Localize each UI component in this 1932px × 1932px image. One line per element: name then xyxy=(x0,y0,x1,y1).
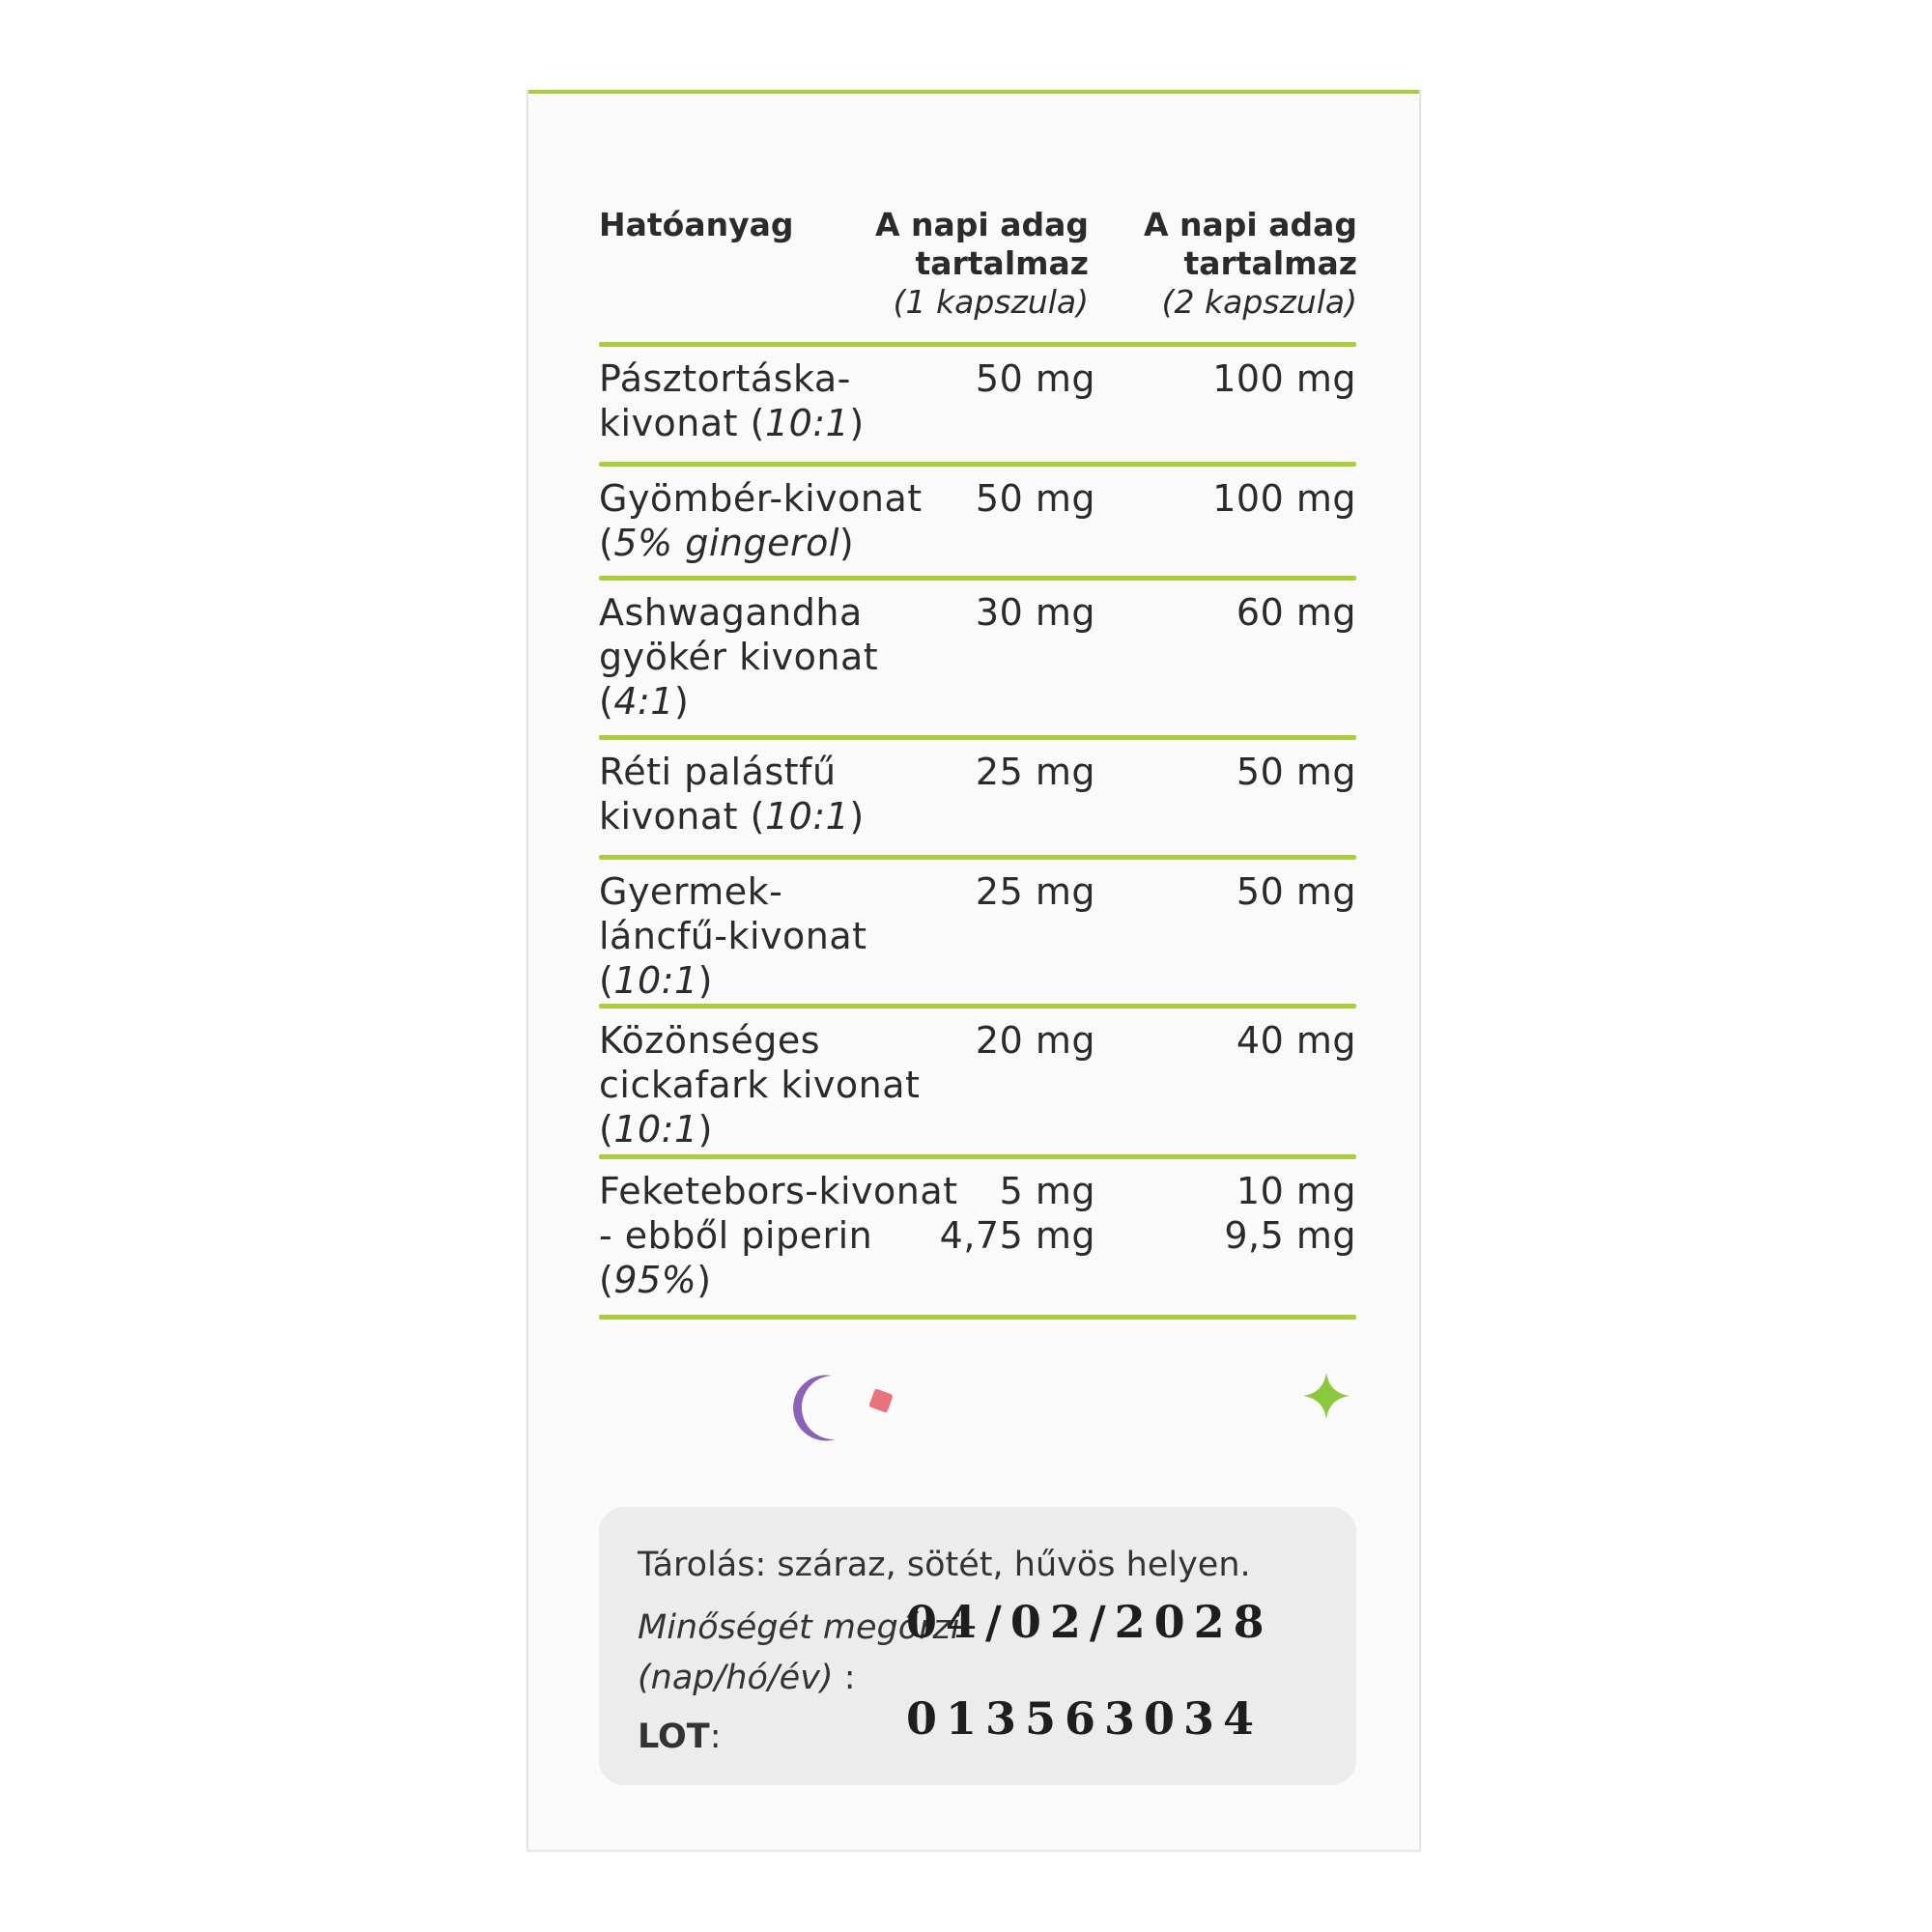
ingredient-ratio: 4:1 xyxy=(613,680,674,723)
ingredient-paren-open: ( xyxy=(599,959,614,1002)
ingredient-name xyxy=(599,1169,966,1302)
ingredient-name-line2: kivonat ( xyxy=(599,795,765,838)
ingredient-paren: ) xyxy=(838,522,855,564)
ingredient-name-line1: Gyermek- xyxy=(599,870,783,913)
ingredient-name-line1: Ashwagandha xyxy=(599,591,863,634)
ingredient-paren: ) xyxy=(697,959,713,1002)
ingredient-name-line1: Pásztortáska- xyxy=(599,357,851,400)
ingredient-name xyxy=(599,1018,966,1151)
table-rule xyxy=(599,342,1356,347)
table-rule xyxy=(599,735,1356,740)
ingredient-name-line2: cickafark kivonat xyxy=(599,1064,921,1106)
dose-1-capsule: 50 mg xyxy=(975,357,1095,400)
ingredient-name xyxy=(599,590,966,724)
ingredient-paren: ) xyxy=(673,680,690,723)
dose-2-capsules-extract: 10 mg xyxy=(1236,1170,1356,1212)
ingredient-name xyxy=(599,356,966,445)
ingredient-ratio: 95% xyxy=(613,1259,697,1301)
table-rule xyxy=(599,576,1356,581)
diamond-icon xyxy=(865,1384,897,1417)
ingredient-paren: ) xyxy=(849,402,865,444)
dose-1-capsule xyxy=(940,1169,1095,1258)
header-col1-line1: A napi adag xyxy=(875,206,1089,243)
ingredient-name-line1: Réti palástfű xyxy=(599,751,837,793)
ingredient-name-line2: láncfű-kivonat xyxy=(599,915,867,957)
ingredient-name-line2: - ebből piperin xyxy=(599,1214,873,1257)
header-col2-line1: A napi adag xyxy=(1144,206,1357,243)
ingredient-ratio: 10:1 xyxy=(613,1108,698,1151)
storage-instructions: Tárolás: száraz, sötét, hűvös helyen. xyxy=(638,1546,1251,1584)
ingredient-paren: ) xyxy=(697,1108,713,1151)
dose-2-capsules: 100 mg xyxy=(1212,357,1356,400)
dose-2-capsules: 60 mg xyxy=(1236,591,1356,634)
header-active-ingredient: Hatóanyag xyxy=(599,206,794,243)
header-col2-line2: tartalmaz xyxy=(1183,244,1357,282)
header-col2-line3: (2 kapszula) xyxy=(1161,283,1357,321)
moon-icon xyxy=(789,1370,847,1447)
lot-label-text: LOT xyxy=(638,1718,710,1756)
dose-2-capsules-piperine: 9,5 mg xyxy=(1224,1214,1356,1257)
date-format-label xyxy=(638,1659,856,1697)
ingredient-paren-open: ( xyxy=(599,522,614,564)
ingredient-ratio: 10:1 xyxy=(613,959,698,1002)
dose-2-capsules: 50 mg xyxy=(1236,751,1356,793)
dose-1-capsule: 20 mg xyxy=(975,1019,1095,1062)
table-rule xyxy=(599,1154,1356,1159)
dose-2-capsules xyxy=(1224,1169,1356,1258)
storage-info-panel xyxy=(599,1507,1356,1785)
ingredient-paren-open: ( xyxy=(599,1259,614,1301)
dose-1-capsule: 25 mg xyxy=(975,870,1095,913)
lot-colon: : xyxy=(709,1718,722,1756)
sparkle-star-icon xyxy=(1301,1371,1351,1421)
ingredient-paren: ) xyxy=(849,795,865,838)
date-format-colon: : xyxy=(843,1659,856,1697)
table-rule xyxy=(599,1004,1356,1009)
header-col1-line2: tartalmaz xyxy=(915,244,1089,282)
ingredient-name-line2: kivonat ( xyxy=(599,402,765,444)
table-rule xyxy=(599,1315,1356,1320)
ingredient-ratio: 5% gingerol xyxy=(613,522,839,564)
ingredient-paren-open: ( xyxy=(599,680,614,723)
table-rule xyxy=(599,462,1356,467)
ingredient-name-line1: Gyömbér-kivonat xyxy=(599,477,923,520)
ingredient-paren: ) xyxy=(696,1259,712,1301)
lot-number-stamp: 013563034 xyxy=(906,1692,1264,1745)
ingredient-paren-open: ( xyxy=(599,1108,614,1151)
dose-1-capsule-piperine: 4,75 mg xyxy=(939,1214,1095,1257)
ingredient-name xyxy=(599,750,966,838)
dose-1-capsule: 25 mg xyxy=(975,751,1095,793)
dose-1-capsule: 30 mg xyxy=(975,591,1095,634)
dose-2-capsules: 40 mg xyxy=(1236,1019,1356,1062)
table-rule xyxy=(599,855,1356,860)
ingredient-name-line1: Közönséges xyxy=(599,1019,821,1062)
ingredient-name xyxy=(599,476,966,565)
top-edge-stripe xyxy=(528,90,1419,94)
header-col1-line3: (1 kapszula) xyxy=(893,283,1089,321)
lot-label xyxy=(638,1718,721,1756)
ingredient-name-line2: gyökér kivonat xyxy=(599,636,879,678)
dose-2-capsules: 50 mg xyxy=(1236,870,1356,913)
dose-1-capsule: 50 mg xyxy=(975,477,1095,520)
dose-2-capsules: 100 mg xyxy=(1212,477,1356,520)
ingredient-ratio: 10:1 xyxy=(764,402,850,444)
header-daily-dose-2-capsules xyxy=(1106,206,1357,322)
date-format-text: (nap/hó/év) xyxy=(638,1659,834,1697)
best-before-label: Minőségét megőrzi xyxy=(638,1608,960,1647)
header-daily-dose-1-capsule xyxy=(857,206,1089,322)
ingredient-name-line1: Feketebors-kivonat xyxy=(599,1170,958,1212)
ingredient-ratio: 10:1 xyxy=(764,795,850,838)
best-before-date-stamp: 04/02/2028 xyxy=(906,1596,1273,1648)
dose-1-capsule-extract: 5 mg xyxy=(999,1170,1095,1212)
ingredient-name xyxy=(599,869,966,1003)
product-label-panel xyxy=(526,90,1421,1852)
